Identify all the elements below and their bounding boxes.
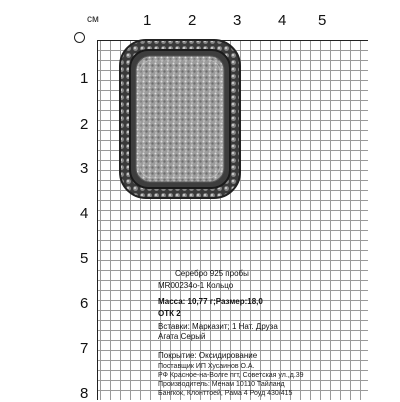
ruler-unit-label: см [87,14,99,25]
label-otk: ОТК 2 [158,309,181,318]
top-ruler-number: 3 [233,12,242,29]
top-ruler-number: 1 [143,12,152,29]
top-ruler-number: 4 [278,12,287,29]
label-coating: Покрытие: Оксидирование [158,351,258,360]
right-margin [368,0,400,400]
left-ruler-number: 4 [80,205,89,222]
label-manufacturer: Производитель: Менам 10110 Тайланд [158,381,285,388]
left-ruler-number: 3 [80,160,89,177]
label-supplier: Поставщик ИП Хусаинов О.А. [158,363,255,370]
left-ruler-line [97,40,98,400]
left-ruler-number: 6 [80,295,89,312]
left-ruler-number: 2 [80,116,89,133]
top-ruler-number: 2 [188,12,197,29]
ring-photo [118,38,242,200]
label-title: Серебро 925 пробы [175,269,249,278]
top-ruler-number: 5 [318,12,327,29]
left-ruler-number: 7 [80,340,89,357]
label-manufacturer-address: Бангкок, Клонттоей, Рама 4 Роуд 430/415 [158,390,293,397]
druzy-agate-stone [136,56,224,182]
label-article: MR00234o-1 Кольцо [158,281,234,290]
label-supplier-address: РФ Красное-на-Волге пгт, Советская ул.,д.39 [158,372,304,379]
left-ruler-number: 1 [80,70,89,87]
left-ruler-number: 5 [80,250,89,267]
ruler-origin-circle [74,32,85,43]
label-weight-size: Масса: 10,77 г;Размер:18,0 [158,297,263,306]
left-ruler-number: 8 [80,385,89,402]
label-inserts: Вставки: Марказит; 1 Нат. Друза [158,322,278,331]
label-inserts-cont: Агата Серый [158,332,206,341]
